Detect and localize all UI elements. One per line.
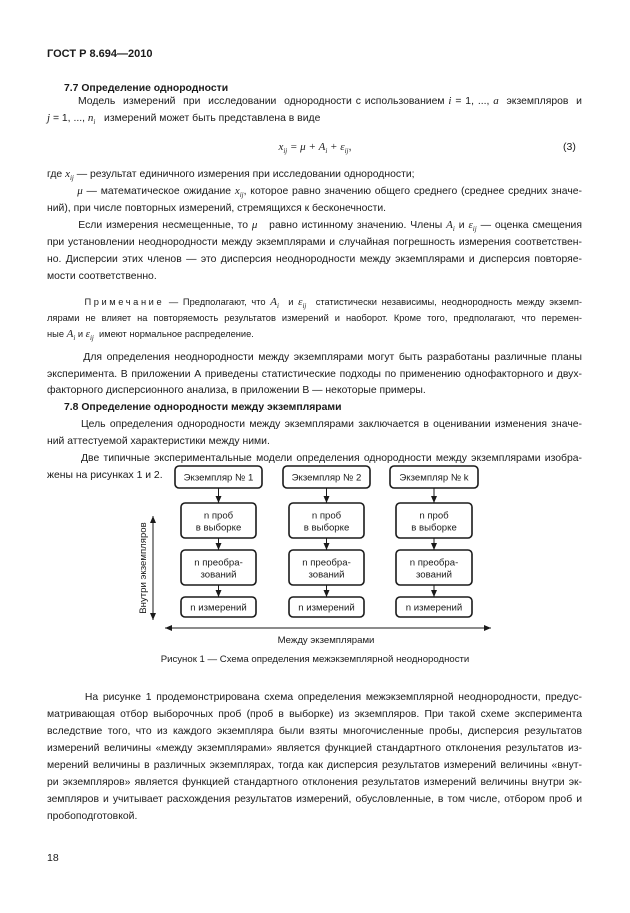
formula-var: x (278, 141, 284, 153)
box-label: зований (200, 569, 237, 581)
math-subscript: ij (239, 191, 244, 200)
box-label: зований (416, 569, 452, 581)
math-var: A (270, 296, 277, 308)
text-run: — результат единичного измерения при исследовании однородности; (73, 169, 415, 180)
box-label: в выборке (411, 522, 457, 534)
text-run: равно истинному значению. Члены (257, 220, 447, 231)
text-run: факторного дисперсионного анализа, в приложении В — некоторые примеры. (47, 385, 426, 396)
box-label: n измерений (190, 602, 247, 614)
text-run: Цель определения однородности между экземплярами заключается в оценивании изменения значе- (47, 419, 582, 430)
math-var: ε (85, 328, 90, 340)
text-run: земпляров и учитывает расхождения результатов измерений, обусловленные, в том числе, отбором проб и (47, 794, 582, 805)
formula-sub: i (325, 147, 328, 156)
text-run: Для определения неоднородности между экземплярами могут быть разработаны различные планы (47, 352, 582, 363)
note-label: Примечание (84, 297, 165, 307)
text-run: но. Дисперсии этих членов — это дисперсия неоднородности между экземплярами и дисперсия повторяе- (47, 254, 582, 265)
math-subscript: ij (302, 302, 307, 311)
box-label: n проб (311, 510, 342, 522)
math-subscript: ij (89, 334, 94, 343)
text-run: при установлении неоднородности между экземплярами и случайная погрешность измерения соответствен- (47, 237, 582, 248)
text-run: ные (47, 329, 67, 339)
text-run: На рисунке 1 продемонстрирована схема определения межэкземплярной неоднородности, предус- (47, 692, 582, 703)
math-var: n (87, 112, 94, 124)
math-var: A (446, 219, 453, 231)
box-label: n преобра- (409, 557, 459, 569)
text-run: , которое равно значению общего среднего (среднее средних значе- (243, 186, 582, 197)
text-run: измерений может быть представлена в виде (95, 113, 321, 124)
text-run: мости соответственно. (47, 271, 157, 282)
text-run: — математическое ожидание (82, 186, 235, 197)
math-subscript: i (276, 302, 279, 311)
box-label: в выборке (195, 522, 242, 534)
math-var: ε (298, 296, 303, 308)
text-run: мерений величины в различных экземплярах, тогда как дисперсия результатов измерений величины «внут- (47, 760, 582, 771)
formula-tail: + ε (327, 141, 345, 153)
box-label: n преобра- (194, 557, 243, 569)
text-run: и (278, 297, 299, 307)
between-label: Между экземплярами (277, 635, 375, 646)
math-var: μ (77, 185, 83, 197)
text-run: — Предполагают, что (164, 297, 271, 307)
text-run: где (47, 169, 66, 180)
page-number: 18 (47, 852, 59, 864)
text-run: = 1, ..., (451, 96, 494, 107)
text-run: матривающая отбор выборочных проб (проб в выборке) из экземпляров. При такой схеме эксперимента (47, 709, 582, 720)
math-var: μ (251, 219, 258, 231)
within-label: Внутри экземпляров (138, 522, 149, 614)
box-label: n проб (203, 510, 234, 522)
box-label: Экземпляр № k (399, 472, 469, 484)
math-subscript: i (73, 334, 76, 343)
formula-sub: ij (344, 147, 349, 156)
math-var: j (47, 112, 51, 124)
text-run: ри экземпляров» является функцией стандартного отклонения результатов измерений величины внутри эк- (47, 777, 582, 788)
box-label: Экземпляр № 1 (183, 472, 254, 484)
math-var: x (65, 168, 70, 180)
formula-sub: ij (283, 147, 288, 156)
formula-mid: = μ + A (287, 141, 326, 153)
box-label: зований (308, 569, 345, 581)
text-run: Две типичные экспериментальные модели определения однородности между экземплярами изобра- (47, 453, 582, 464)
text-run: — оценка смещения (476, 220, 582, 231)
text-run: 7.8 Определение однородности между экземплярами (64, 402, 342, 413)
text-run: эксперимента. В приложении А приведены статистические подходы по применению однофакторного и двух- (47, 368, 582, 380)
math-subscript: ij (69, 174, 74, 183)
text-run: Модель измерений при исследовании однородности с использованием (47, 96, 449, 107)
text-run: вследствие того, что из каждого экземпляра были взяты многочисленные пробы, дисперсия результатов (47, 726, 582, 737)
text-run: и (454, 220, 469, 231)
formula-number: (3) (563, 141, 576, 153)
document-header: ГОСТ Р 8.694—2010 (47, 48, 153, 60)
text-run: Если измерения несмещенные, то (47, 220, 252, 231)
text-run: имеют нормальное распределение. (93, 329, 254, 339)
math-var: A (66, 328, 74, 340)
text-run: пробоподготовкой. (47, 811, 138, 822)
box-label: n измерений (405, 602, 463, 614)
text-run: экземпляров и (498, 96, 582, 107)
math-subscript: i (452, 225, 455, 234)
math-var: ε (468, 219, 473, 231)
text-run: ний), при числе повторных измерений, стремящихся к бесконечности. (47, 203, 387, 214)
box-label: Экземпляр № 2 (291, 472, 362, 484)
box-label: в выборке (303, 522, 350, 534)
text-run: жены на рисунках 1 и 2. (47, 470, 163, 481)
math-subscript: i (93, 118, 96, 127)
box-label: n преобра- (302, 557, 351, 569)
text-run: измерений величины «между экземплярами» является функцией стандартного отклонения результатов из- (47, 743, 582, 754)
math-subscript: ij (472, 225, 477, 234)
text-run: ний аттестуемой характеристики между ними. (47, 436, 270, 447)
math-var: a (493, 95, 499, 107)
text-run: = 1, ..., (50, 113, 88, 124)
text-run: статистически независимы, неоднородность между экземп- (306, 297, 582, 307)
math-var: i (448, 95, 452, 107)
box-label: n измерений (298, 602, 355, 614)
text-run: 7.7 Определение однородности (64, 83, 229, 94)
box-label: n проб (419, 510, 449, 522)
formula-end: , (348, 141, 352, 153)
text-run: лярами не влияет на повторяемость результатов измерений и наоборот. Кроме того, предполагают, что перемен- (47, 313, 582, 323)
text-run: и (75, 329, 86, 339)
math-var: x (234, 185, 240, 197)
figure-caption: Рисунок 1 — Схема определения межэкземплярной неоднородности (160, 654, 470, 665)
